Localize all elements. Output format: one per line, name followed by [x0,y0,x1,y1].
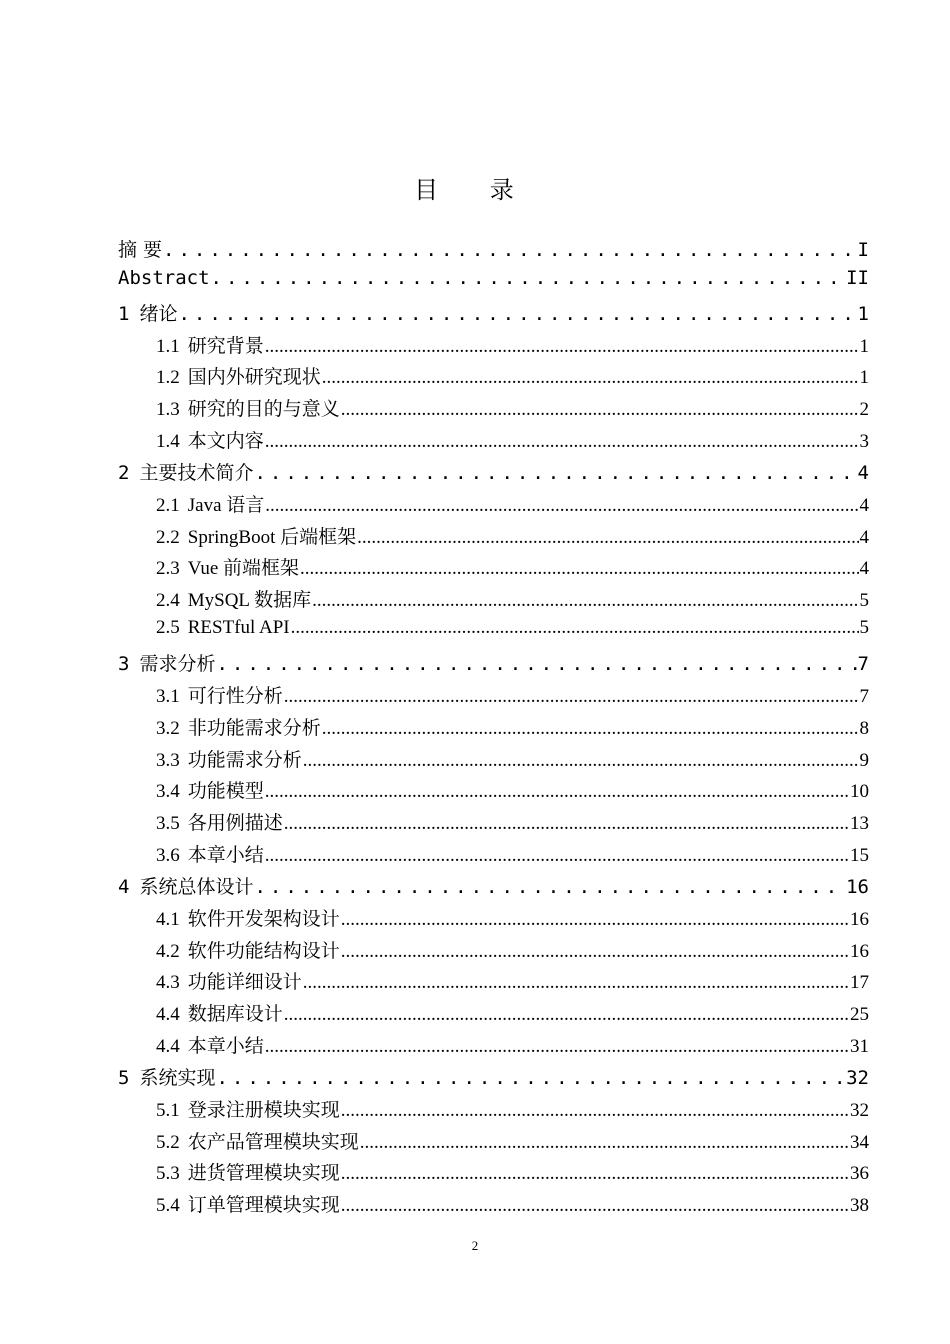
toc-entry[interactable] [118,967,869,999]
toc-entry-number: 1.3 [156,399,180,421]
toc-leader-dots [284,1004,849,1026]
toc-entry-title: 可行性分析 [187,685,283,707]
toc-entry-title: 需求分析 [139,652,216,675]
toc-entry-number: 4.4 [156,1004,180,1026]
toc-entry-number: 4.1 [156,908,180,930]
toc-leader-dots [322,718,859,740]
toc-entry-title: 订单管理模块实现 [187,1195,340,1217]
toc-entry-number: 3.2 [156,717,180,739]
toc-entry-number: 4.4 [156,1036,180,1058]
toc-entry-title: 研究背景 [187,335,264,357]
toc-entry-number: 3 [118,652,130,675]
toc-entry-title: MySQL 数据库 [187,590,312,612]
toc-entry-title: 功能模型 [187,781,264,803]
toc-entry-title: 软件开发架构设计 [187,908,340,930]
toc-entry-title: RESTful API [187,617,290,639]
toc-entry-page: 15 [850,845,869,867]
toc-leader-dots [265,781,849,803]
toc-entry[interactable] [118,617,869,649]
toc-entry-number: 1 [118,302,130,325]
toc-entry-title: 绪论 [139,302,178,325]
toc-entry[interactable] [118,1127,869,1159]
toc-entry-number: 2.3 [156,558,180,580]
toc-entry-title: 系统实现 [139,1066,216,1089]
toc-leader-dots [300,558,858,580]
toc-entry-page: 10 [850,781,869,803]
toc-entry-page: 32 [846,1066,869,1089]
toc-entry-number: 2.2 [156,526,180,548]
toc-entry[interactable] [118,872,869,904]
toc-entry-number: 3.5 [156,813,180,835]
toc-entry[interactable] [118,1190,869,1222]
toc-entry-page: 4 [859,558,869,580]
toc-entry-page: 2 [859,399,869,421]
toc-entry-page: 1 [857,302,869,325]
toc-entry-page: 7 [859,685,869,707]
toc-entry-title: 各用例描述 [187,813,283,835]
toc-entry-title: SpringBoot 后端框架 [187,526,357,548]
toc-entry-title: 本文内容 [187,431,264,453]
toc-entry-page: 36 [850,1163,869,1185]
toc-entry-page: 17 [850,972,869,994]
toc-entry-page: 34 [850,1131,869,1153]
toc-entry-number: 1.2 [156,367,180,389]
toc-entry[interactable] [118,1031,869,1063]
toc-entry[interactable] [118,362,869,394]
toc-leader-dots [341,941,849,963]
toc-entry-title: 农产品管理模块实现 [187,1131,359,1153]
toc-entry[interactable] [118,936,869,968]
toc-leader-dots [360,1132,849,1154]
toc-entry[interactable] [118,331,869,363]
toc-entry[interactable] [118,1095,869,1127]
toc-entry-number: 4.3 [156,972,180,994]
toc-entry-page: 16 [850,908,869,930]
toc-entry-title: 进货管理模块实现 [187,1163,340,1185]
toc-entry-page: 16 [846,875,869,898]
toc-leader-dots [341,1163,849,1185]
toc-entry-title: 功能详细设计 [187,972,302,994]
toc-entry-number: 2.4 [156,590,180,612]
toc-entry[interactable] [118,776,869,808]
toc-entry[interactable] [118,713,869,745]
toc-entry-page: 3 [859,431,869,453]
toc-entry[interactable] [118,458,869,490]
toc-leader-dots [303,972,849,994]
toc-entry-title: 摘 要 [118,239,163,261]
toc-leader-dots [265,336,859,358]
toc-entry-title: 本章小结 [187,1036,264,1058]
toc-entry-title: 本章小结 [187,845,264,867]
toc-title: 目 录 [414,176,536,204]
toc-entry-page: 5 [859,590,869,612]
toc-entry[interactable] [118,426,869,458]
toc-leader-dots [312,590,858,612]
toc-entry-page: 1 [859,335,869,357]
toc-entry-title: Java 语言 [187,494,265,516]
toc-leader-dots [178,303,856,325]
toc-entry-number: 2.1 [156,494,180,516]
toc-entry-number: 5.3 [156,1163,180,1185]
toc-leader-dots [284,686,859,708]
toc-leader-dots [303,750,859,772]
toc-leader-dots [254,462,856,484]
toc-entry-number: 4 [118,875,130,898]
toc-entry[interactable] [118,840,869,872]
toc-entry-number: 1.1 [156,335,180,357]
toc-entry-number: 2 [118,461,130,484]
toc-entry[interactable] [118,999,869,1031]
toc-entry-page: 4 [859,494,869,516]
toc-entry-page: 1 [859,367,869,389]
toc-leader-dots [211,267,846,289]
toc-leader-dots [265,495,858,517]
toc-entry[interactable] [118,585,869,617]
toc-entry-title: 研究的目的与意义 [187,399,340,421]
toc-entry[interactable] [118,299,869,331]
toc-entry[interactable] [118,745,869,777]
toc-entry-page: 31 [850,1036,869,1058]
toc-entry[interactable] [118,904,869,936]
toc-entry-title: 主要技术简介 [139,461,254,484]
toc-entry-title: 登录注册模块实现 [187,1099,340,1121]
toc-leader-dots [265,845,849,867]
toc-entry-number: 5.1 [156,1099,180,1121]
toc-entry[interactable] [118,267,869,299]
toc-entry[interactable] [118,553,869,585]
toc-entry-title: Vue 前端框架 [187,558,300,580]
toc-leader-dots [322,367,859,389]
toc-entry[interactable] [118,649,869,681]
table-of-contents [118,235,869,1222]
toc-entry-number: 1.4 [156,431,180,453]
toc-entry[interactable] [118,235,869,267]
toc-entry-page: 38 [850,1195,869,1217]
toc-leader-dots [284,813,849,835]
toc-entry[interactable] [118,1158,869,1190]
toc-entry-page: 25 [850,1004,869,1026]
toc-leader-dots [341,1100,849,1122]
toc-leader-dots [265,431,859,453]
toc-entry-title: 国内外研究现状 [187,367,321,389]
toc-entry-page: 13 [850,813,869,835]
toc-entry-title: 非功能需求分析 [187,717,321,739]
page-number: 2 [471,1238,479,1253]
toc-entry-page: 4 [859,526,869,548]
toc-leader-dots [341,399,859,421]
toc-leader-dots [254,876,845,898]
toc-entry[interactable] [118,490,869,522]
toc-leader-dots [265,1036,849,1058]
toc-entry-number: 2.5 [156,617,180,639]
toc-leader-dots [341,909,849,931]
toc-entry-number: 3.3 [156,749,180,771]
toc-entry-title: 软件功能结构设计 [187,940,340,962]
toc-entry-page: II [846,266,869,289]
toc-entry[interactable] [118,394,869,426]
toc-entry-number: 3.4 [156,781,180,803]
toc-entry-number: 5.2 [156,1131,180,1153]
toc-leader-dots [291,617,859,639]
toc-entry[interactable] [118,681,869,713]
toc-entry[interactable] [118,1063,869,1095]
toc-entry-title: 系统总体设计 [139,875,254,898]
toc-entry-number: 5 [118,1066,130,1089]
toc-entry-page: 8 [859,717,869,739]
toc-leader-dots [357,527,858,549]
toc-entry-page: 4 [857,461,869,484]
toc-entry-title: 功能需求分析 [187,749,302,771]
toc-entry[interactable] [118,808,869,840]
toc-entry-title: 数据库设计 [187,1004,283,1026]
toc-entry-number: 5.4 [156,1195,180,1217]
toc-entry-number: 3.1 [156,685,180,707]
toc-entry-page: 32 [850,1099,869,1121]
toc-entry[interactable] [118,522,869,554]
toc-leader-dots [216,653,856,675]
toc-entry-page: 16 [850,940,869,962]
toc-leader-dots [341,1195,849,1217]
toc-leader-dots [163,239,857,261]
toc-leader-dots [216,1067,845,1089]
toc-entry-page: 5 [859,617,869,639]
toc-entry-number: 4.2 [156,940,180,962]
toc-entry-page: 7 [857,652,869,675]
toc-entry-page: I [857,239,869,261]
toc-entry-page: 9 [859,749,869,771]
toc-entry-title: Abstract [118,266,210,289]
toc-entry-number: 3.6 [156,845,180,867]
